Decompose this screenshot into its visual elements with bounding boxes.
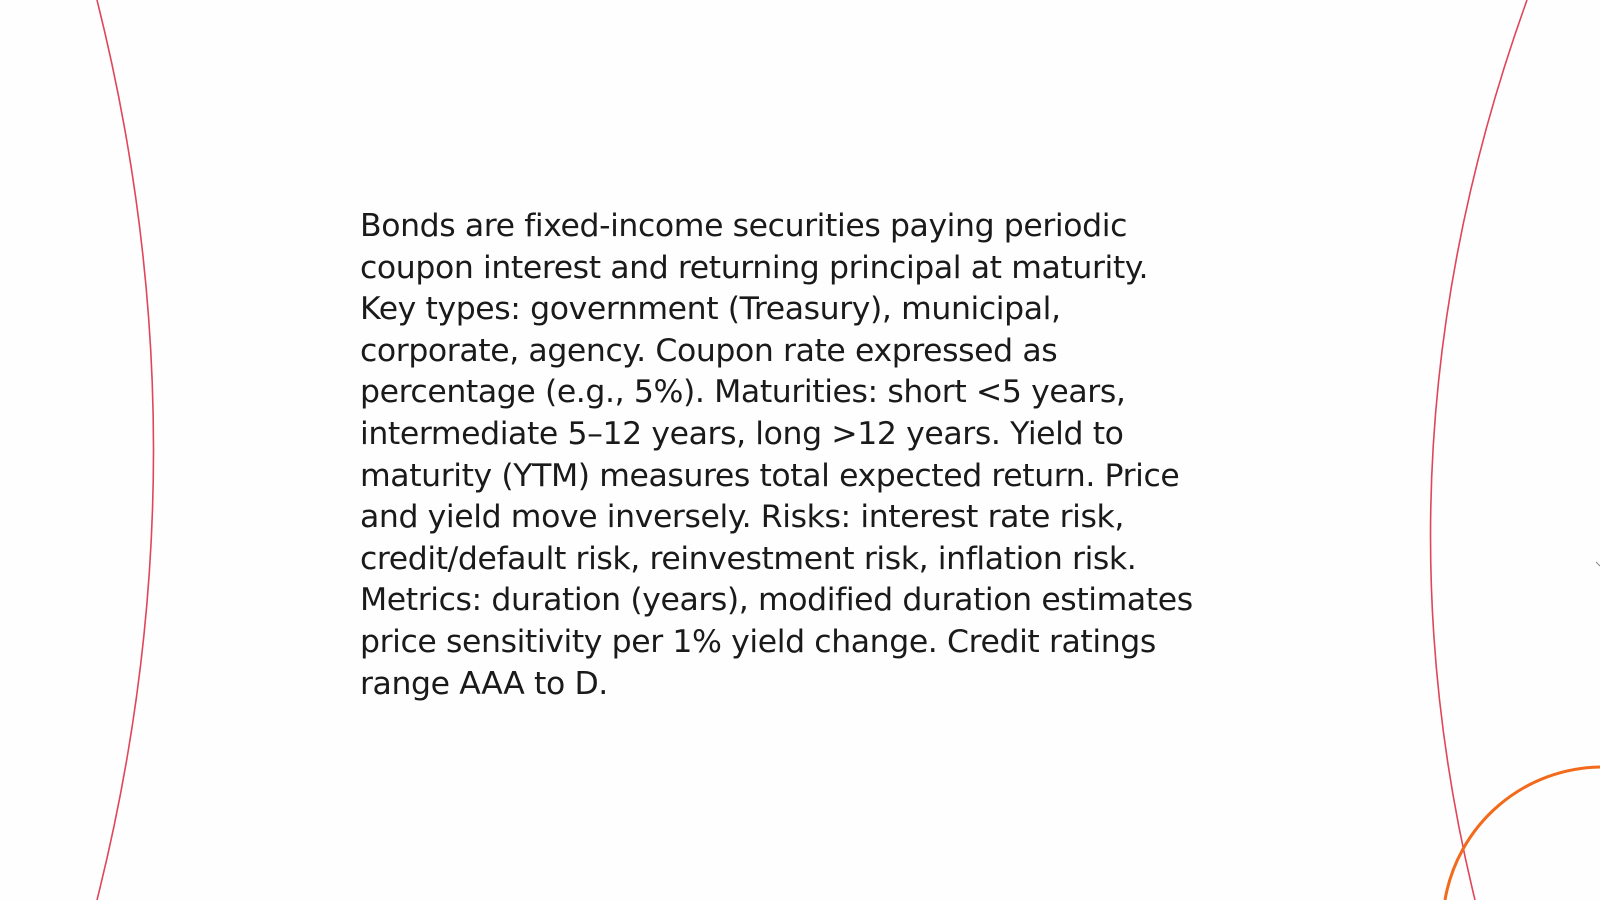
orange-arc xyxy=(1445,767,1600,900)
left-curve-line xyxy=(97,0,154,900)
right-curve-line xyxy=(1431,0,1527,900)
right-edge-tick xyxy=(1596,562,1600,566)
bond-description-text: Bonds are fixed-income securities paying periodic coupon interest and returning principal at maturity. Key types: government (Treasury), municipal, corporate, agency. Coupon rate expressed as percentage (e.g., 5%). Maturities: short <5 years, intermediate 5–12 years, long >12 years. Yield to maturity (YTM) measures total expected return. Price and yield move inversely. Risks: interest rate risk, credit/default risk, reinvestment risk, inflation risk. Metrics: duration (years), modified duration estimates price sensitivity per 1% yield change. Credit ratings range AAA to D. xyxy=(360,208,1193,702)
